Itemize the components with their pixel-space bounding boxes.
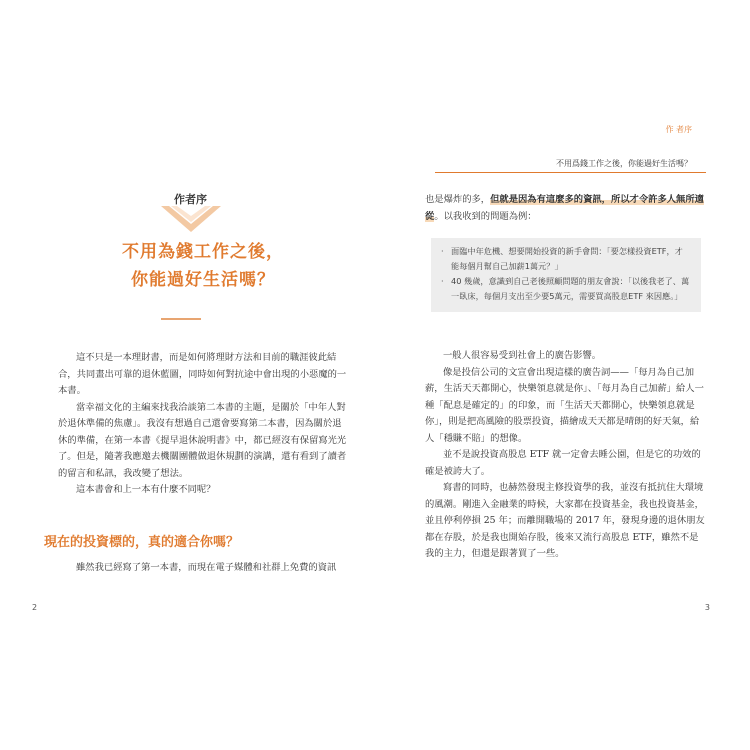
chapter-title <box>88 238 318 294</box>
running-header-label: 作 者序 <box>665 125 692 134</box>
quote-text: 面臨中年危機、想要開始投資的新手會問：「要怎樣投資ETF，才能每個月幫自己加薪1萬元？」 <box>451 246 683 271</box>
right-body-text <box>425 348 705 563</box>
quote-item <box>441 244 691 274</box>
quote-item <box>441 274 691 304</box>
highlighted-text: 但就是因為有這麼多的資訊，所以才令許多人無所適從 <box>425 194 704 222</box>
paragraph: 像是投信公司的文宣會出現這樣的廣告詞——「每月為自己加薪，生活天天都開心，快樂領息就是你」、「每月為自己加薪」給人一種「配息是確定的」的印象，而「生活天天都開心，快樂領息就是你」，則是把高風險的股票投資，描繪成天天都是晴朗的好天氣，給人「穩賺不賠」的想像。 <box>425 366 704 444</box>
title-divider <box>161 318 201 320</box>
running-header-rule <box>435 172 706 173</box>
right-intro-text <box>425 192 705 225</box>
preface-label: 作者序 <box>174 193 207 206</box>
page-number-left: 2 <box>32 603 38 612</box>
paragraph: 當幸福文化的主編來找我洽談第二本書的主題，是關於「中年人對於退休準備的焦慮」。我沒有想過自己還會要寫第二本書，因為關於退休的準備，在第一本書《提早退休說明書》中，都已經沒有保留寫光光了。但是，隨著我應邀去機關團體做退休規劃的演講，還有看到了讀者的留言和私訊，我改變了想法。 <box>58 401 347 479</box>
paragraph: 雖然我已經寫了第一本書，而現在電子媒體和社群上免費的資訊 <box>76 562 337 573</box>
running-header-title: 不用爲錢工作之後，你能過好生活嗎？ <box>556 159 692 168</box>
quote-box <box>431 238 701 312</box>
paragraph: 一般人很容易受到社會上的廣告影響。 <box>443 350 602 361</box>
left-body-text-2 <box>58 560 350 577</box>
paragraph: 並不是說投資高股息 ETF 就一定會去睡公園，但是它的功效的確是被誇大了。 <box>425 449 701 477</box>
paragraph <box>425 192 705 225</box>
chapter-title-line-1: 不用為錢工作之後， <box>122 242 284 262</box>
left-page <box>28 118 375 630</box>
left-body-text <box>58 350 350 499</box>
book-spread <box>28 118 722 630</box>
quote-text: 40 幾歲，意識到自己老後照顧問題的朋友會說：「以後我老了、萬一臥床，每個月支出至少要5萬元，需要買高股息ETF 來因應。」 <box>451 276 690 301</box>
page-number-right: 3 <box>704 603 710 612</box>
bullet-icon: · <box>441 276 444 286</box>
intro-plain: 也是爆炸的多， <box>425 194 491 205</box>
chapter-title-line-2: 你能過好生活嗎？ <box>131 270 275 290</box>
paragraph: 這本書會和上一本有什麼不同呢？ <box>76 484 216 495</box>
bullet-icon: · <box>441 246 444 256</box>
intro-tail: 。以我收到的問題為例： <box>434 210 537 222</box>
chevron-down-icon <box>161 206 221 232</box>
section-heading: 現在的投資標的，真的適合你嗎？ <box>44 535 240 550</box>
paragraph: 這不只是一本理財書，而是如何將理財方法和目前的職涯彼此結合，共同畫出可靠的退休藍圖，同時如何對抗途中會出現的小惡魔的一本書。 <box>58 352 347 396</box>
right-page <box>375 118 722 630</box>
paragraph: 寫書的同時，也赫然發現主修投資學的我，並沒有抵抗住大環境的風潮。剛進入金融業的時候，大家都在投資基金，我也投資基金，並且停利停損 25 年；而離開職場的 2017 年，發現身邊的退休朋友都在存股，於是我也開始存股，後來又流行高股息 ETF，雖然不是我的主力，但還是跟著買了一些。 <box>425 482 705 559</box>
